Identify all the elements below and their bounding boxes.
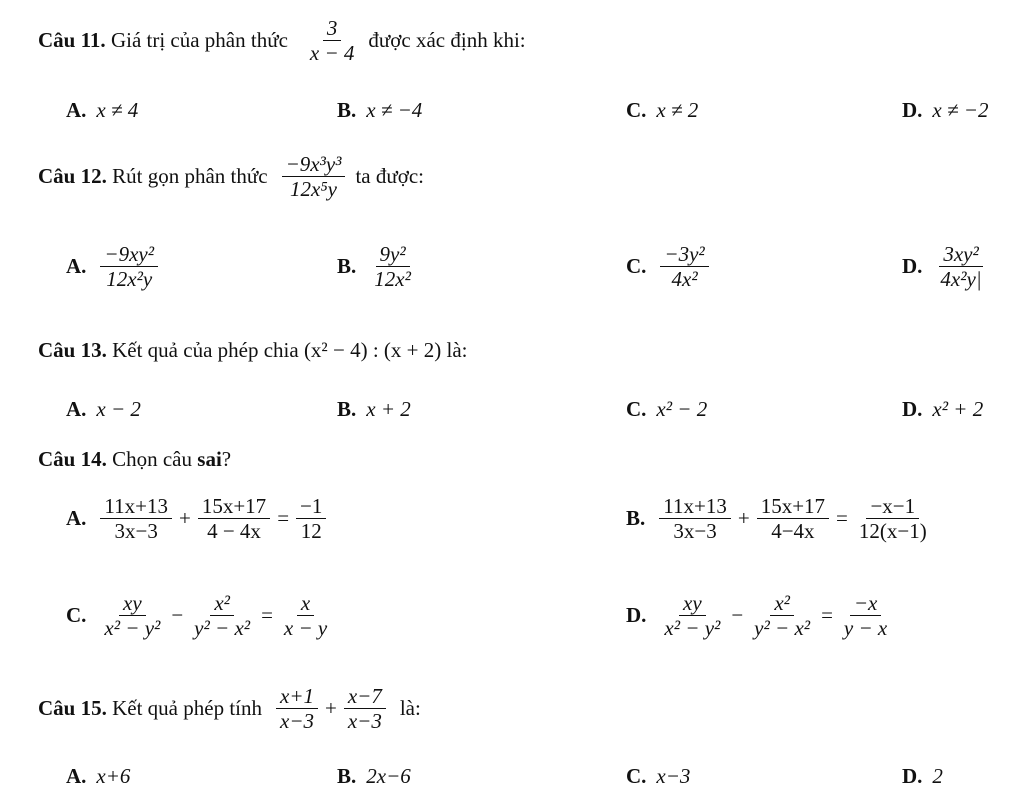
option-value: x² − 2 — [656, 397, 708, 421]
question-text-after: ta được: — [355, 164, 425, 188]
question-12 — [38, 152, 424, 201]
fraction-numerator: −9x³y³ — [282, 152, 346, 177]
fraction — [276, 684, 318, 733]
equals-sign: = — [261, 603, 273, 627]
fraction — [936, 242, 985, 291]
q12-option-b[interactable] — [337, 242, 419, 291]
fraction — [660, 242, 708, 291]
operator: − — [731, 603, 744, 627]
option-label: B. — [337, 764, 357, 788]
question-label: Câu 13. — [38, 338, 107, 362]
fraction-denominator: x² − y² — [104, 616, 161, 640]
fraction-denominator: 4x²y| — [940, 267, 982, 291]
fraction-denominator: 4x² — [671, 267, 698, 291]
q15-option-d[interactable] — [902, 764, 943, 789]
option-label: B. — [337, 397, 357, 421]
equals-sign: = — [277, 506, 290, 530]
q13-option-c[interactable] — [626, 397, 707, 422]
fraction — [344, 684, 386, 733]
q13-option-a[interactable] — [66, 397, 141, 422]
question-label: Câu 11. — [38, 28, 106, 52]
option-value: x + 2 — [366, 397, 411, 421]
option-label: C. — [626, 254, 647, 278]
option-value: x ≠ 4 — [96, 98, 139, 122]
fraction — [660, 591, 724, 640]
fraction-numerator: xy — [679, 591, 706, 616]
option-label: A. — [66, 397, 87, 421]
q15-option-c[interactable] — [626, 764, 690, 789]
fraction-numerator: 3 — [323, 16, 342, 41]
q14-option-d[interactable] — [626, 591, 895, 640]
fraction-numerator: −x−1 — [866, 494, 919, 519]
fraction-numerator: x+1 — [276, 684, 318, 709]
option-value: x ≠ −4 — [366, 98, 423, 122]
question-text: Giá trị của phân thức — [110, 28, 288, 52]
fraction — [198, 494, 270, 543]
fraction — [280, 591, 331, 640]
option-value: x ≠ 2 — [656, 98, 699, 122]
q15-option-b[interactable] — [337, 764, 411, 789]
fraction-numerator: 15x+17 — [757, 494, 829, 519]
fraction-numerator: −9xy² — [100, 242, 158, 267]
fraction-denominator: 12x² — [374, 267, 411, 291]
fraction-numerator: x² — [210, 591, 234, 616]
option-label: A. — [66, 764, 87, 788]
question-text: Chọn câu — [112, 447, 193, 471]
fraction — [100, 591, 164, 640]
fraction-numerator: 15x+17 — [198, 494, 270, 519]
q11-option-c[interactable] — [626, 98, 698, 123]
q12-option-d[interactable] — [902, 242, 990, 291]
fraction-denominator: x − 4 — [309, 41, 355, 65]
option-label: D. — [902, 254, 923, 278]
fraction-numerator: x — [297, 591, 314, 616]
option-label: B. — [337, 98, 357, 122]
option-label: C. — [626, 764, 647, 788]
option-label: A. — [66, 254, 87, 278]
option-label: D. — [902, 397, 923, 421]
fraction — [296, 494, 326, 543]
option-value: x − 2 — [96, 397, 141, 421]
fraction-denominator: x−3 — [347, 709, 382, 733]
question-text: Rút gọn phân thức — [112, 164, 268, 188]
fraction-denominator: 12x⁵y — [290, 177, 337, 201]
fraction-numerator: −x — [850, 591, 882, 616]
operator: − — [171, 603, 184, 627]
option-value: 2x−6 — [366, 764, 411, 788]
option-label: B. — [626, 506, 646, 530]
option-label: C. — [66, 603, 87, 627]
q14-option-c[interactable] — [66, 591, 335, 640]
option-label: D. — [626, 603, 647, 627]
fraction-numerator: x−7 — [344, 684, 386, 709]
question-label: Câu 12. — [38, 164, 107, 188]
fraction — [840, 591, 891, 640]
fraction — [757, 494, 829, 543]
option-label: A. — [66, 506, 87, 530]
question-15 — [38, 684, 421, 733]
fraction — [282, 152, 346, 201]
fraction-numerator: 11x+13 — [100, 494, 172, 519]
question-text: Kết quả phép tính — [112, 696, 262, 720]
question-text: Kết quả của phép chia (x² − 4) : (x + 2) là: — [112, 338, 468, 362]
fraction-denominator: 12(x−1) — [858, 519, 927, 543]
fraction-denominator: 3x−3 — [673, 519, 717, 543]
question-13 — [38, 337, 467, 363]
fraction — [190, 591, 254, 640]
fraction — [659, 494, 731, 543]
option-value: x+6 — [96, 764, 131, 788]
q13-option-b[interactable] — [337, 397, 411, 422]
fraction — [100, 494, 172, 543]
question-label: Câu 15. — [38, 696, 107, 720]
question-emphasis: sai — [197, 447, 222, 471]
option-value: x−3 — [656, 764, 691, 788]
equals-sign: = — [836, 506, 848, 530]
q14-option-a[interactable] — [66, 494, 330, 543]
question-label: Câu 14. — [38, 447, 107, 471]
q14-option-b[interactable] — [626, 494, 935, 543]
q12-option-a[interactable] — [66, 242, 162, 291]
question-11 — [38, 16, 526, 65]
question-text-after: được xác định khi: — [368, 28, 526, 52]
fraction-denominator: y² − x² — [754, 616, 811, 640]
fraction-denominator: 4 − 4x — [207, 519, 261, 543]
fraction-numerator: 3xy² — [939, 242, 982, 267]
fraction — [855, 494, 931, 543]
option-label: C. — [626, 397, 647, 421]
fraction — [100, 242, 158, 291]
q11-option-b[interactable] — [337, 98, 422, 123]
fraction-numerator: xy — [119, 591, 146, 616]
fraction-denominator: y² − x² — [194, 616, 251, 640]
q11-option-d[interactable] — [902, 98, 988, 123]
equals-sign: = — [821, 603, 833, 627]
question-14 — [38, 446, 231, 472]
q13-option-d[interactable] — [902, 397, 983, 422]
fraction-denominator: 4−4x — [771, 519, 815, 543]
option-label: D. — [902, 764, 923, 788]
fraction-numerator: −1 — [296, 494, 326, 519]
fraction-denominator: 12x²y — [106, 267, 153, 291]
q15-option-a[interactable] — [66, 764, 130, 789]
q12-option-c[interactable] — [626, 242, 713, 291]
option-value: x² + 2 — [932, 397, 984, 421]
operator: + — [325, 696, 337, 720]
fraction-numerator: −3y² — [660, 242, 708, 267]
fraction-denominator: x−3 — [280, 709, 314, 733]
operator: + — [179, 506, 191, 530]
fraction — [750, 591, 814, 640]
option-value: 2 — [932, 764, 943, 788]
fraction-denominator: x² − y² — [664, 616, 721, 640]
operator: + — [737, 506, 750, 530]
fraction-numerator: 9y² — [376, 242, 410, 267]
fraction — [306, 16, 359, 65]
fraction — [370, 242, 415, 291]
fraction-denominator: 3x−3 — [114, 519, 158, 543]
fraction-numerator: 11x+13 — [659, 494, 731, 519]
option-value: x ≠ −2 — [932, 98, 989, 122]
fraction-denominator: 12 — [300, 519, 322, 543]
question-text-after: ? — [221, 447, 232, 471]
fraction-denominator: y − x — [843, 616, 888, 640]
question-text-after: là: — [399, 696, 421, 720]
option-label: C. — [626, 98, 647, 122]
fraction-denominator: x − y — [283, 616, 328, 640]
option-label: A. — [66, 98, 87, 122]
option-label: B. — [337, 254, 357, 278]
option-label: D. — [902, 98, 923, 122]
fraction-numerator: x² — [770, 591, 794, 616]
q11-option-a[interactable] — [66, 98, 138, 123]
